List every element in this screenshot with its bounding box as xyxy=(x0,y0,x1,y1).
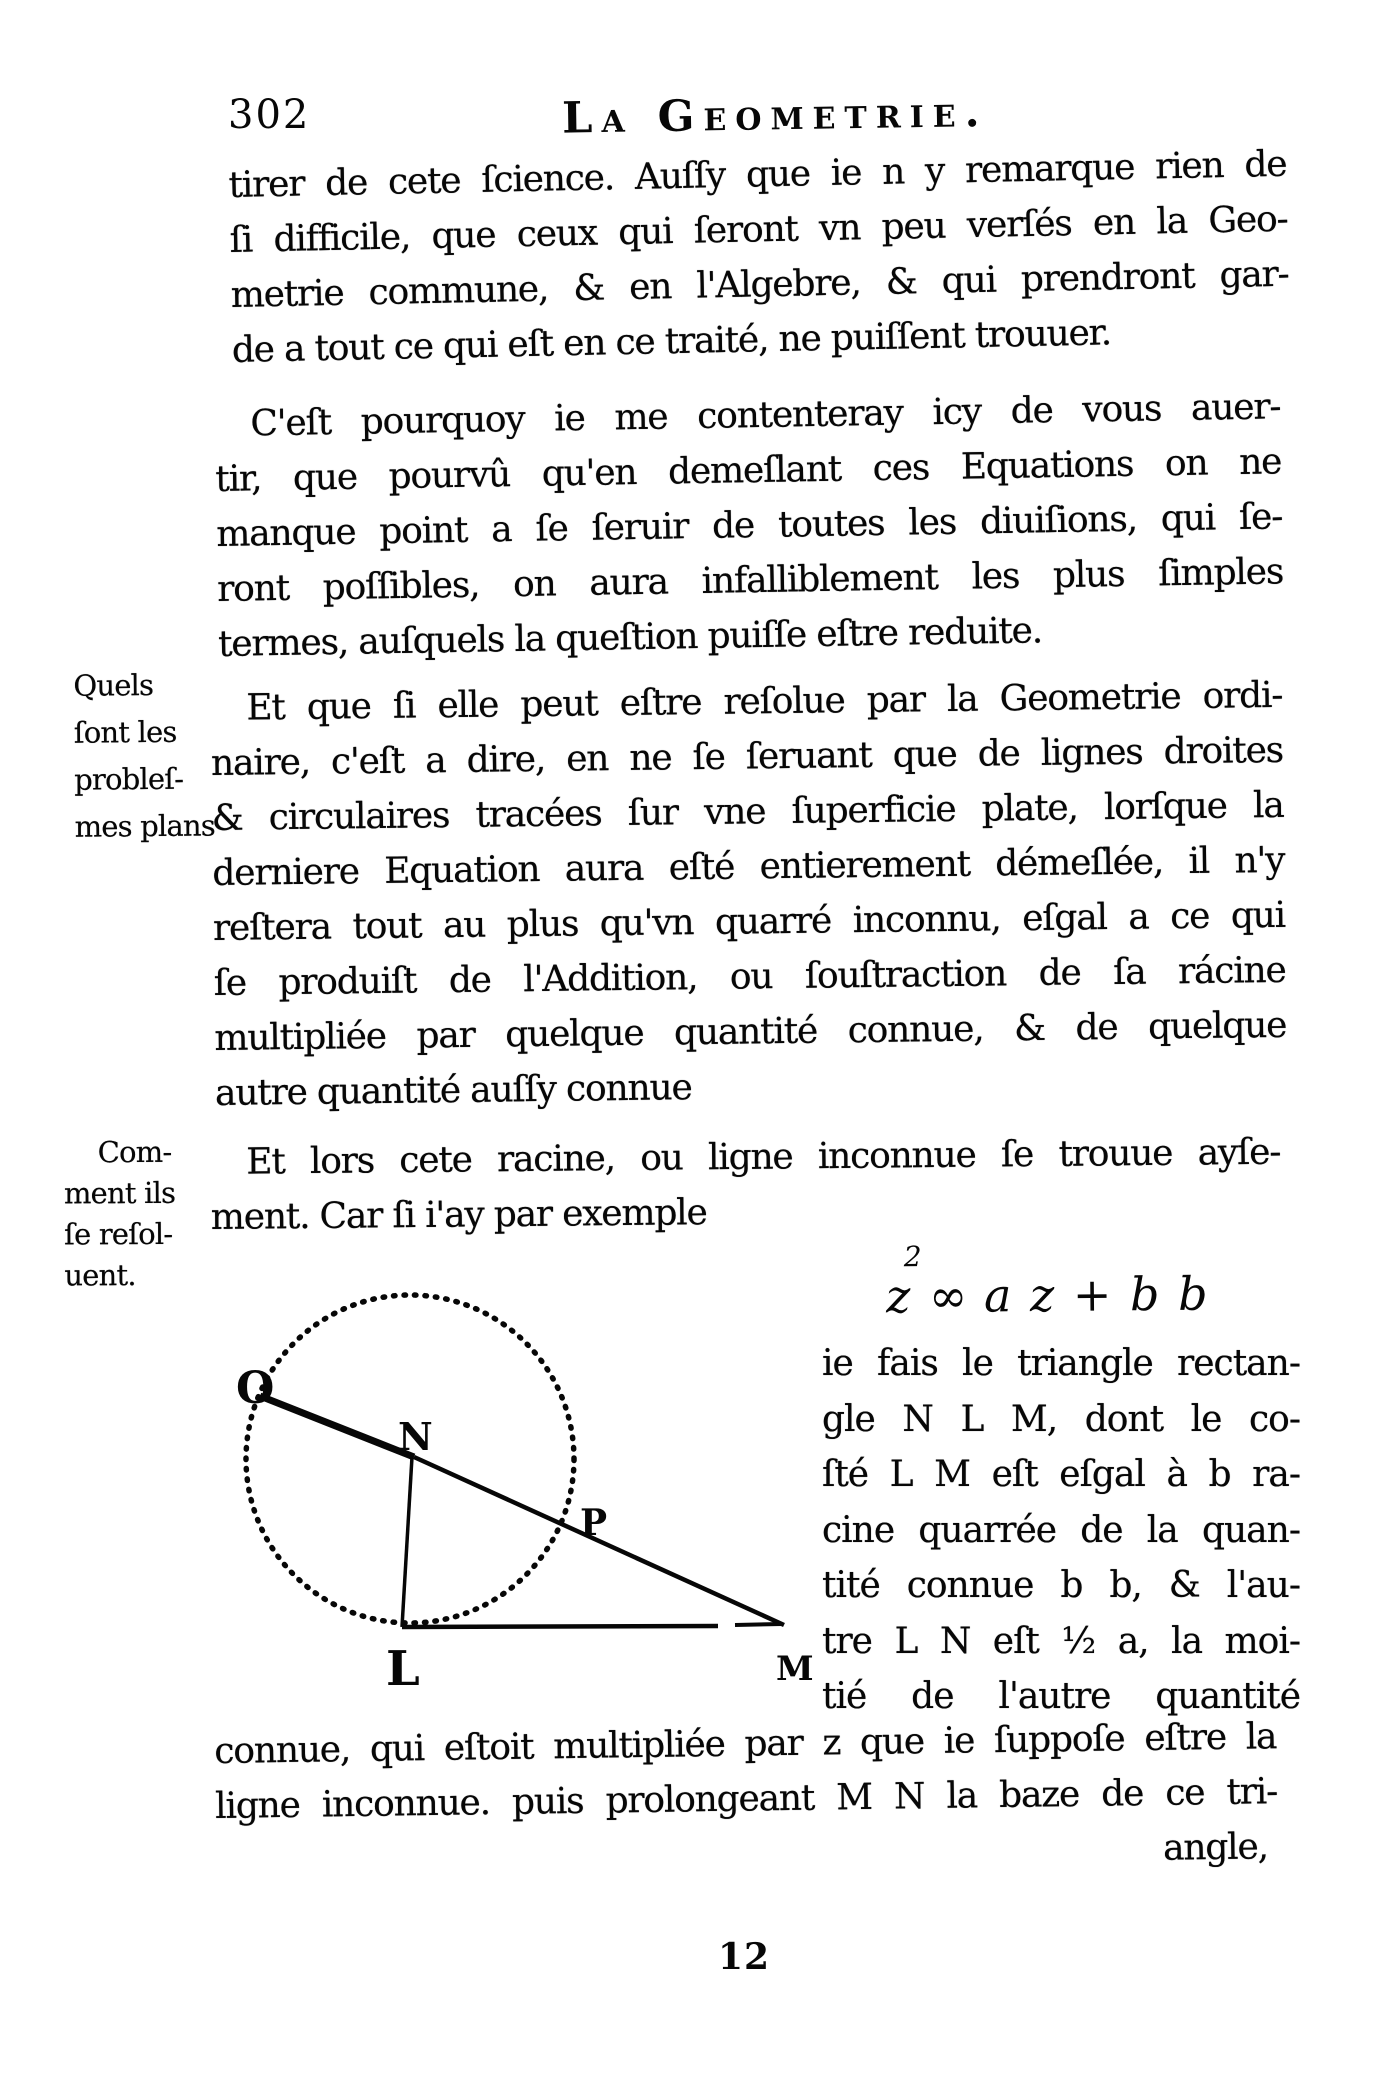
text-line: autre quantité auſſy connue xyxy=(214,1067,692,1114)
figure-label-L: L xyxy=(386,1641,420,1693)
text-line: derniere Equation aura eſté entierement démeſlée, il n'y xyxy=(212,839,1285,894)
catchword: angle, xyxy=(1162,1826,1269,1869)
text-line: ligne inconnue. puis prolongeant M N la baze de ce tri- xyxy=(214,1771,1278,1827)
figure-label-N: N xyxy=(398,1414,433,1459)
text-line: gle N L M, dont le co- xyxy=(822,1398,1300,1440)
text-line: cine quarrée de la quan- xyxy=(822,1509,1300,1551)
equation-lhs: z xyxy=(885,1269,913,1324)
text-line: manque point a ſe ſeruir de toutes les diuiſions, qui ſe- xyxy=(215,496,1283,555)
text-line: naire, c'eſt a dire, en ne ſe ſeruant que de lignes droites xyxy=(210,729,1284,784)
text-line: de a tout ce qui eſt en ce traité, ne puiſſent trouuer. xyxy=(231,312,1112,371)
margin-note-line: mes plans xyxy=(74,808,216,844)
figure-label-P: P xyxy=(580,1502,608,1544)
descartes-equals-symbol: ∞ xyxy=(928,1268,968,1324)
text-line: C'eſt pourquoy ie me contenteray icy de vous auer- xyxy=(250,386,1281,445)
text-line: Et lors cete racine, ou ligne inconnue ſe trouue ayſe- xyxy=(246,1131,1281,1183)
text-line: tre L N eſt ½ a, la moi- xyxy=(822,1620,1300,1662)
paragraph-3 xyxy=(210,668,1287,1121)
text-line: ment. Car ſi i'ay par exemple xyxy=(210,1192,707,1238)
running-title: La Geometrie. xyxy=(561,86,989,144)
text-line: connue, qui eſtoit multipliée par z que ie ſuppoſe eſtre la xyxy=(214,1716,1277,1772)
text-line: ront poſſibles, on aura infalliblement les plus ſimples xyxy=(216,551,1284,610)
segment-L-M-dash xyxy=(735,1624,782,1625)
figure-label-M: M xyxy=(776,1649,814,1689)
margin-note-line: uent. xyxy=(64,1258,136,1293)
margin-note-line: probleſ- xyxy=(74,761,184,797)
text-line: ſi difficile, que ceux qui ſeront vn peu verſés en la Geo- xyxy=(229,198,1288,261)
margin-note-line: ſont les xyxy=(73,714,177,750)
text-line: tité connue b b, & l'au- xyxy=(822,1565,1300,1606)
page-number: 12 xyxy=(718,1936,771,1978)
text-line: Et que ſi elle peut eſtre reſolue par la Geometrie ordi- xyxy=(246,674,1283,729)
text-line: multipliée par quelque quantité connue, & de quelque xyxy=(214,1004,1287,1059)
text-line: termes, auſquels la queſtion puiſſe eſtre reduite. xyxy=(217,610,1043,665)
equation-z-squared xyxy=(886,1241,1210,1322)
paragraph-2 xyxy=(214,379,1284,672)
margin-note-line: Com- xyxy=(97,1134,172,1170)
text-line: & circulaires tracées ſur vne ſuperficie plate, lorſque la xyxy=(211,784,1284,839)
text-line: ie fais le triangle rectan- xyxy=(822,1343,1300,1384)
text-line: ſté L M eſt eſgal à b ra- xyxy=(822,1454,1300,1495)
figure-label-O: O xyxy=(236,1363,275,1414)
text-line: tié de l'autre quantité xyxy=(822,1676,1300,1717)
figure-side-column xyxy=(822,1336,1300,1725)
margin-note-line: ſe reſol- xyxy=(64,1216,173,1252)
margin-note-line: ment ils xyxy=(63,1175,176,1211)
text-line: ſe produiſt de l'Addition, ou ſouſtraction de ſa rácine xyxy=(213,949,1286,1004)
equation-exponent: 2 xyxy=(903,1240,922,1274)
text-line: metrie commune, & en l'Algebre, & qui prendront gar- xyxy=(230,253,1289,316)
paragraph-5 xyxy=(214,1709,1278,1889)
segment-L-M xyxy=(402,1626,718,1627)
margin-note-line: Quels xyxy=(73,668,154,703)
segment-O-N xyxy=(260,1396,414,1457)
segment-N-L xyxy=(402,1457,412,1627)
equation-rhs: a z + b b xyxy=(983,1266,1210,1323)
folio-number: 302 xyxy=(228,92,311,138)
equation-body xyxy=(885,1266,1210,1324)
paragraph-1 xyxy=(228,137,1290,378)
text-line: reſtera tout au plus qu'vn quarré inconnu, eſgal a ce qui xyxy=(212,894,1286,949)
geometric-figure xyxy=(178,1253,838,1693)
paragraph-4 xyxy=(210,1125,1281,1245)
text-line: tir, que pourvû qu'en demeſlant ces Equations on ne xyxy=(215,441,1282,500)
text-line: tirer de cete ſcience. Auſſy que ie n y remarque rien de xyxy=(228,143,1287,206)
